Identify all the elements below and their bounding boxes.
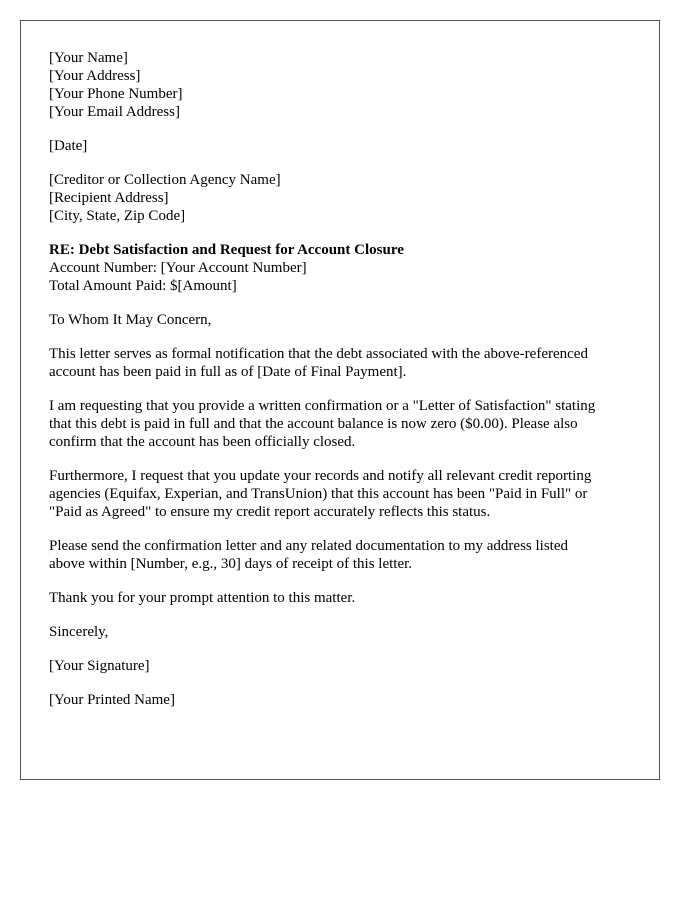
paragraph-line: that this debt is paid in full and that the account balance is now zero ($0.00). Please also (49, 416, 578, 432)
paragraph-line: above within [Number, e.g., 30] days of receipt of this letter. (49, 556, 413, 572)
paragraph-line: Furthermore, I request that you update your records and notify all relevant credit reporting (49, 468, 592, 484)
paragraph-line: confirm that the account has been officially closed. (49, 434, 356, 450)
paragraph-line: This letter serves as formal notification that the debt associated with the above-referenced (49, 346, 588, 362)
subject-line: RE: Debt Satisfaction and Request for Account Closure (49, 242, 404, 258)
body-paragraph-request (49, 397, 631, 451)
account-number: Account Number: [Your Account Number] (49, 260, 307, 276)
signature-placeholder: [Your Signature] (49, 658, 150, 674)
recipient-block (49, 171, 631, 225)
printed-name-placeholder: [Your Printed Name] (49, 692, 175, 708)
subject-block (49, 241, 631, 295)
closing: Sincerely, (49, 624, 109, 640)
paragraph-line: account has been paid in full as of [Date of Final Payment]. (49, 364, 407, 380)
date-block (49, 137, 631, 155)
sender-email: [Your Email Address] (49, 104, 180, 120)
letter-page (20, 20, 660, 780)
body-paragraph-credit-reporting (49, 467, 631, 521)
recipient-name: [Creditor or Collection Agency Name] (49, 172, 281, 188)
paragraph-line: agencies (Equifax, Experian, and TransUnion) that this account has been "Paid in Full" or (49, 486, 588, 502)
sender-phone: [Your Phone Number] (49, 86, 183, 102)
body-paragraph-notification (49, 345, 631, 381)
recipient-address: [Recipient Address] (49, 190, 169, 206)
sender-block (49, 49, 631, 121)
paragraph-line: "Paid as Agreed" to ensure my credit report accurately reflects this status. (49, 504, 491, 520)
paragraph-line: Please send the confirmation letter and any related documentation to my address listed (49, 538, 569, 554)
letter-date: [Date] (49, 138, 88, 154)
sender-name: [Your Name] (49, 50, 128, 66)
recipient-city-state-zip: [City, State, Zip Code] (49, 208, 186, 224)
salutation: To Whom It May Concern, (49, 312, 212, 328)
body-paragraph-send-confirmation (49, 537, 631, 573)
body-paragraph-thanks: Thank you for your prompt attention to this matter. (49, 590, 356, 606)
paragraph-line: I am requesting that you provide a written confirmation or a "Letter of Satisfaction" stating (49, 398, 596, 414)
sender-address: [Your Address] (49, 68, 141, 84)
total-amount-paid: Total Amount Paid: $[Amount] (49, 278, 237, 294)
